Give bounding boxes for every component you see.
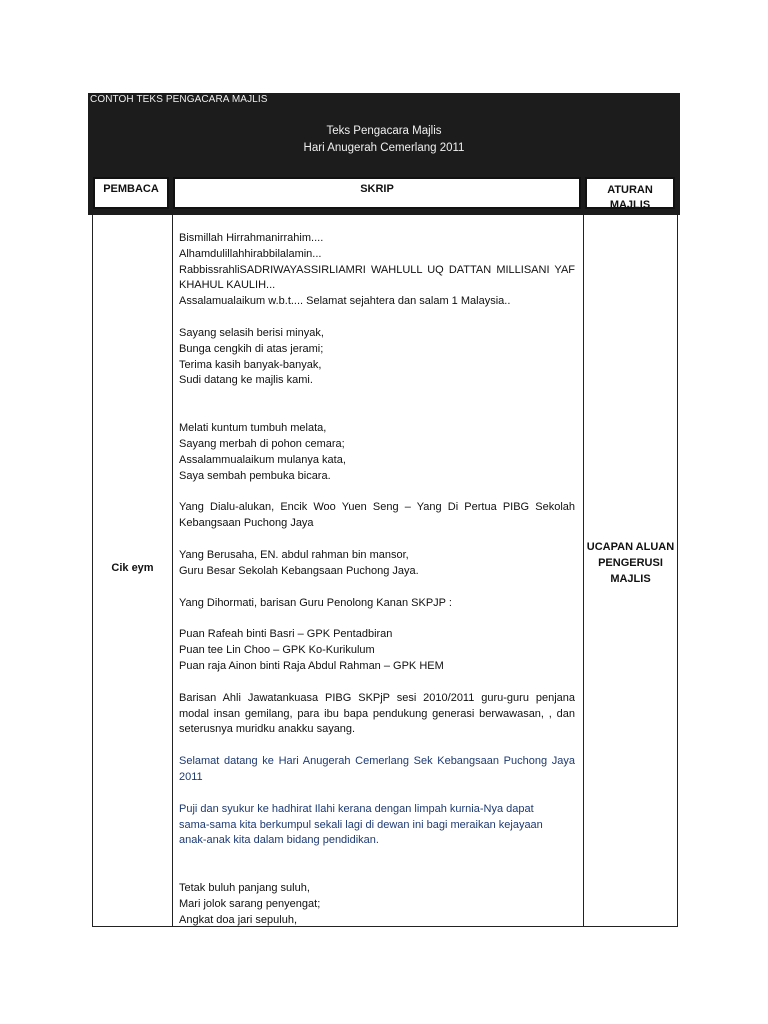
document-subtitle: Hari Anugerah Cemerlang 2011: [303, 142, 465, 154]
pantun-line: Terima kasih banyak-banyak,: [179, 358, 322, 371]
script-line: Alhamdulillahhirabbilalamin...: [179, 247, 322, 260]
script-line: Puji dan syukur ke hadhirat Ilahi kerana dengan limpah kurnia-Nya dapat: [179, 802, 534, 815]
document-label: CONTOH TEKS PENGACARA MAJLIS: [90, 94, 268, 105]
script-line: Assalamualaikum w.b.t.... Selamat sejahtera dan salam 1 Malaysia..: [179, 295, 511, 308]
reader-name: Cik eym: [111, 562, 154, 574]
script-line: anak-anak kita dalam bidang pendidikan.: [179, 834, 379, 847]
gpk-line: Puan tee Lin Choo – GPK Ko-Kurikulum: [179, 644, 375, 657]
script-paragraph: Selamat datang ke Hari Anugerah Cemerlang Sek Kebangsaan Puchong Jaya 2011: [179, 755, 575, 783]
pantun-line: Angkat doa jari sepuluh,: [179, 913, 298, 926]
script-line: sama-sama kita berkumpul sekali lagi di dewan ini bagi meraikan kejayaan: [179, 818, 543, 831]
script-table-body: [92, 215, 678, 927]
script-line: Guru Besar Sekolah Kebangsaan Puchong Jaya.: [179, 564, 419, 577]
gpk-line: Puan raja Ainon binti Raja Abdul Rahman – GPK HEM: [179, 659, 444, 672]
pantun-line: Tetak buluh panjang suluh,: [179, 882, 310, 895]
script-line: RabbissrahliSADRIWAYASSIRLIAMRI WAHLULL UQ DATTAN MILLISANI YAF KHAHUL KAULIH...: [179, 263, 575, 292]
column-divider: [172, 215, 173, 926]
script-text: [179, 231, 575, 929]
column-header-aturan: ATURAN MAJLIS: [585, 177, 675, 209]
pantun-line: Melati kuntum tumbuh melata,: [179, 422, 327, 435]
pantun-line: Saya sembah pembuka bicara.: [179, 469, 331, 482]
pantun-line: Sudi datang ke majlis kami.: [179, 374, 313, 387]
document-title: Teks Pengacara Majlis: [326, 125, 442, 137]
script-line: Yang Berusaha, EN. abdul rahman bin mansor,: [179, 548, 409, 561]
aturan-majlis-value: UCAPAN ALUAN PENGERUSI MAJLIS: [586, 541, 675, 585]
pantun-line: Mari jolok sarang penyengat;: [179, 897, 321, 910]
column-header-skrip: SKRIP: [173, 177, 581, 209]
script-line: Bismillah Hirrahmanirrahim....: [179, 232, 324, 244]
pantun-line: Assalammualaikum mulanya kata,: [179, 453, 346, 466]
gpk-line: Puan Rafeah binti Basri – GPK Pentadbiran: [179, 628, 393, 641]
script-line: Yang Dihormati, barisan Guru Penolong Kanan SKPJP :: [179, 596, 452, 609]
column-header-pembaca: PEMBACA: [93, 177, 169, 209]
table-header-row: [88, 173, 680, 215]
document-header: [88, 93, 680, 173]
script-paragraph: Yang Dialu-alukan, Encik Woo Yuen Seng – Yang Di Pertua PIBG Sekolah Kebangsaan Puchong Jaya: [179, 501, 575, 530]
pantun-line: Sayang merbah di pohon cemara;: [179, 437, 345, 450]
script-paragraph: Barisan Ahli Jawatankuasa PIBG SKPjP sesi 2010/2011 guru-guru penjana modal insan gemilang, para ibu bapa pendukung generasi berwawasan, , dan seterusnya muridku anakku sayang.: [179, 691, 575, 736]
pantun-line: Bunga cengkih di atas jerami;: [179, 342, 324, 355]
pantun-line: Sayang selasih berisi minyak,: [179, 326, 324, 339]
